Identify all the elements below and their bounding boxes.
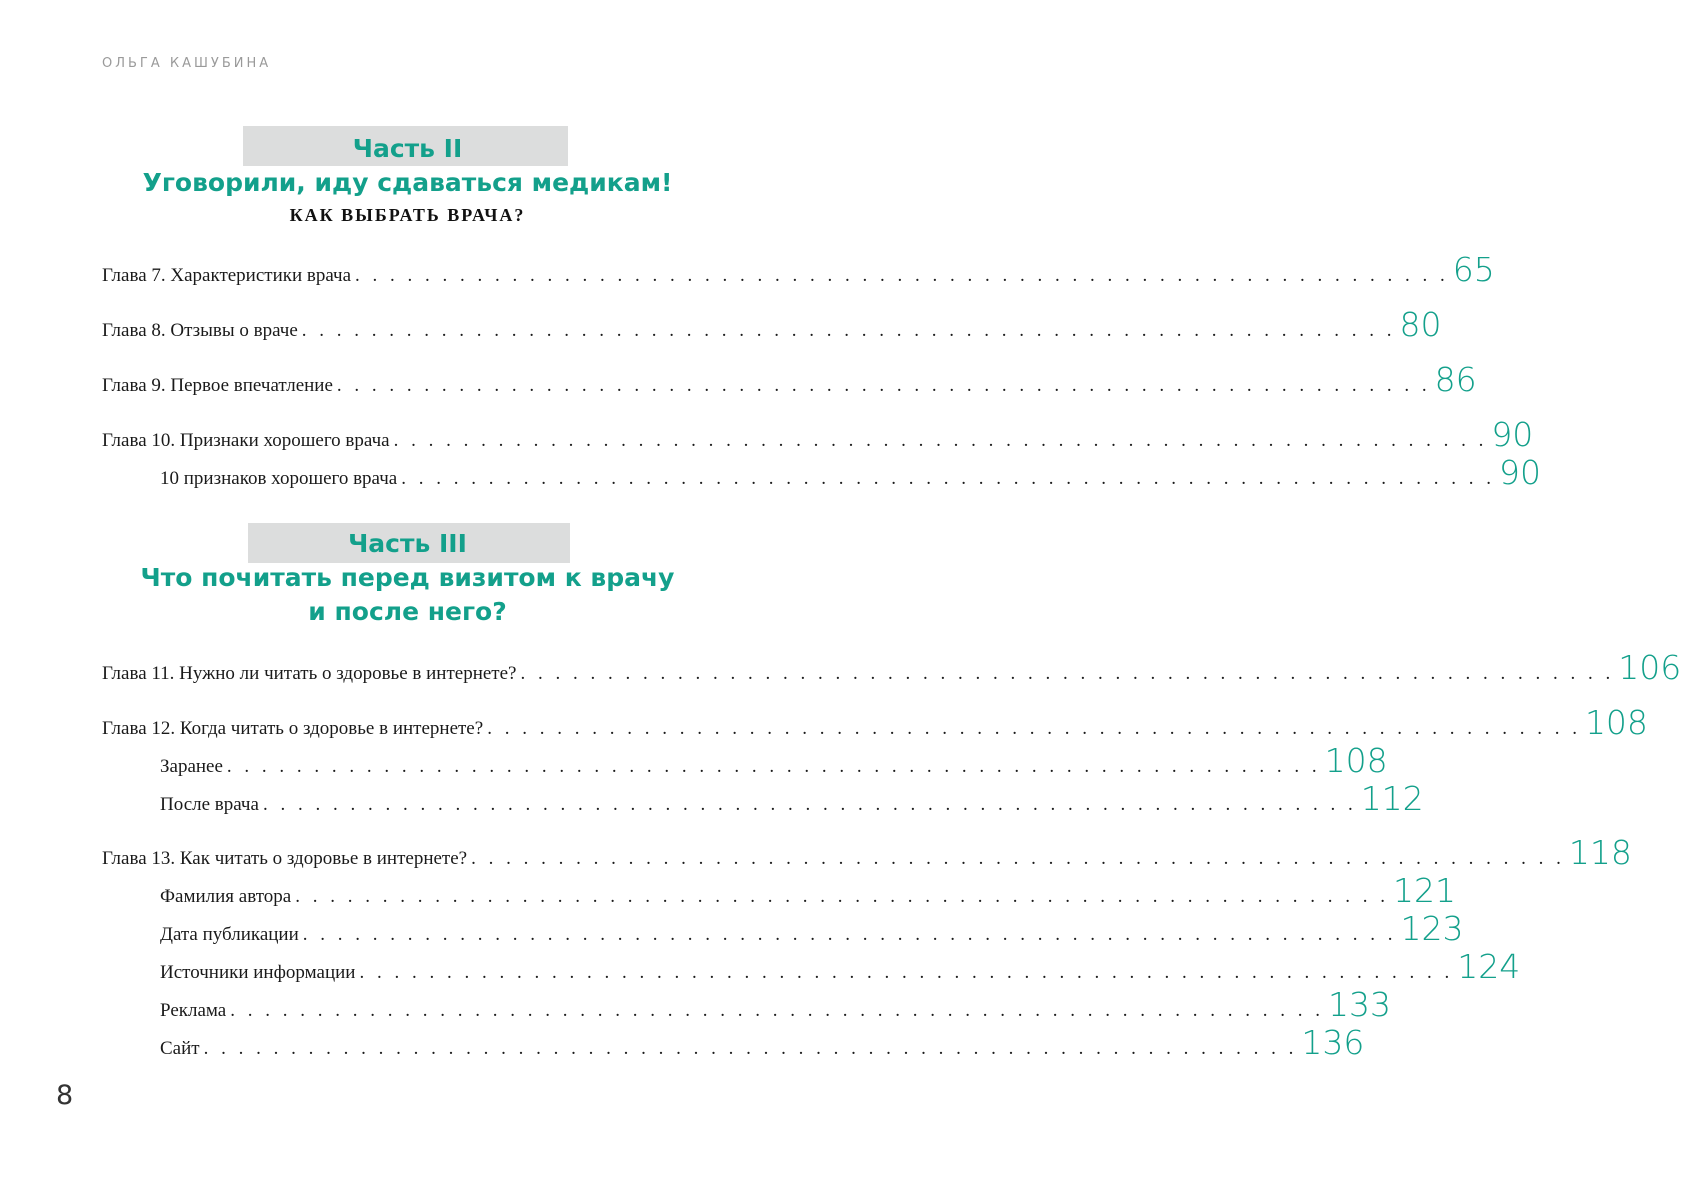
toc-entry-label: Глава 12. Когда читать о здоровье в интернете? <box>102 718 484 739</box>
toc-entry-page: 136 <box>1301 1023 1365 1062</box>
toc-entry-label: Реклама <box>160 1000 227 1021</box>
toc-entry-page: 123 <box>1400 909 1464 948</box>
toc-entry-page: 90 <box>1498 453 1541 492</box>
toc-entry-label: После врача <box>160 794 259 815</box>
toc-dot-leader: . . . . . . . . . . . . . . . . . . . . . . . . . . . . . . . . . . . . . . . . . . . . . . . . . . . . . . . . . . . . . . . <box>393 430 1488 451</box>
toc-subentry-website[interactable] <box>160 1023 1365 1062</box>
toc-entry-page: 108 <box>1324 741 1388 780</box>
toc-entry-label: 10 признаков хорошего врача <box>160 468 398 489</box>
toc-entry-label: Глава 13. Как читать о здоровье в интернете? <box>102 848 468 869</box>
toc-entry-label: Глава 7. Характеристики врача <box>102 265 352 286</box>
toc-entry-ch10[interactable] <box>102 415 1534 454</box>
toc-entry-label: Глава 9. Первое впечатление <box>102 375 333 396</box>
toc-dot-leader: . . . . . . . . . . . . . . . . . . . . . . . . . . . . . . . . . . . . . . . . . . . . . . . . . . . . . . . . . . . . . . . <box>295 886 1389 907</box>
toc-subentry-advertising[interactable] <box>160 985 1391 1024</box>
toc-entry-label: Дата публикации <box>160 924 299 945</box>
toc-entry-ch9[interactable] <box>102 360 1477 399</box>
part-3-heading <box>0 523 815 629</box>
toc-dot-leader: . . . . . . . . . . . . . . . . . . . . . . . . . . . . . . . . . . . . . . . . . . . . . . . . . . . . . . . . . . . . . . . <box>520 663 1615 684</box>
toc-entry-ch11[interactable] <box>102 648 1681 687</box>
part-3-title: Часть III <box>348 529 467 558</box>
toc-subentry-after-doctor[interactable] <box>160 779 1424 818</box>
toc-subentry-10-signs[interactable] <box>160 453 1541 492</box>
toc-entry-ch7[interactable] <box>102 250 1495 289</box>
page-number: 8 <box>56 1080 74 1111</box>
toc-subentry-author-surname[interactable] <box>160 871 1456 910</box>
toc-entry-page: 86 <box>1434 360 1477 399</box>
part-2-title: Часть II <box>352 134 463 163</box>
toc-entry-ch13[interactable] <box>102 833 1632 872</box>
toc-dot-leader: . . . . . . . . . . . . . . . . . . . . . . . . . . . . . . . . . . . . . . . . . . . . . . . . . . . . . . . . . . . . . . . <box>487 718 1581 739</box>
toc-entry-page: 124 <box>1457 947 1521 986</box>
toc-entry-label: Фамилия автора <box>160 886 292 907</box>
toc-entry-page: 112 <box>1360 779 1424 818</box>
toc-dot-leader: . . . . . . . . . . . . . . . . . . . . . . . . . . . . . . . . . . . . . . . . . . . . . . . . . . . . . . . . . . . . . . . <box>262 794 1357 815</box>
toc-entry-ch12[interactable] <box>102 703 1648 742</box>
part-2-subtitle: Уговорили, иду сдаваться медикам! <box>142 168 673 197</box>
toc-entry-page: 118 <box>1568 833 1632 872</box>
toc-dot-leader: . . . . . . . . . . . . . . . . . . . . . . . . . . . . . . . . . . . . . . . . . . . . . . . . . . . . . . . . . . . . . . . <box>203 1038 1298 1059</box>
toc-subentry-in-advance[interactable] <box>160 741 1388 780</box>
toc-entry-page: 121 <box>1392 871 1456 910</box>
toc-dot-leader: . . . . . . . . . . . . . . . . . . . . . . . . . . . . . . . . . . . . . . . . . . . . . . . . . . . . . . . . . . . . . . . <box>355 265 1449 286</box>
toc-entry-page: 80 <box>1399 305 1442 344</box>
toc-entry-label: Глава 11. Нужно ли читать о здоровье в интернете? <box>102 663 517 684</box>
toc-dot-leader: . . . . . . . . . . . . . . . . . . . . . . . . . . . . . . . . . . . . . . . . . . . . . . . . . . . . . . . . . . . . . . . <box>226 756 1321 777</box>
part-2-heading <box>0 126 815 230</box>
toc-dot-leader: . . . . . . . . . . . . . . . . . . . . . . . . . . . . . . . . . . . . . . . . . . . . . . . . . . . . . . . . . . . . . . . <box>230 1000 1324 1021</box>
toc-dot-leader: . . . . . . . . . . . . . . . . . . . . . . . . . . . . . . . . . . . . . . . . . . . . . . . . . . . . . . . . . . . . . . . <box>359 962 1454 983</box>
toc-entry-page: 106 <box>1618 648 1681 687</box>
toc-entry-label: Глава 8. Отзывы о враче <box>102 320 298 341</box>
toc-entry-page: 90 <box>1491 415 1534 454</box>
part-3-subtitle-line1: Что почитать перед визитом к врачу <box>140 563 675 592</box>
toc-entry-page: 108 <box>1584 703 1648 742</box>
toc-entry-label: Источники информации <box>160 962 356 983</box>
running-header-author: ОЛЬГА КАШУБИНА <box>102 56 272 71</box>
toc-entry-ch8[interactable] <box>102 305 1442 344</box>
toc-subentry-publication-date[interactable] <box>160 909 1464 948</box>
toc-dot-leader: . . . . . . . . . . . . . . . . . . . . . . . . . . . . . . . . . . . . . . . . . . . . . . . . . . . . . . . . . . . . . . . <box>302 924 1397 945</box>
toc-entry-page: 133 <box>1327 985 1391 1024</box>
toc-entry-page: 65 <box>1452 250 1495 289</box>
toc-entry-label: Сайт <box>160 1038 200 1059</box>
part-3-subtitle-line2: и после него? <box>308 597 507 626</box>
toc-dot-leader: . . . . . . . . . . . . . . . . . . . . . . . . . . . . . . . . . . . . . . . . . . . . . . . . . . . . . . . . . . . . . . . <box>336 375 1431 396</box>
toc-dot-leader: . . . . . . . . . . . . . . . . . . . . . . . . . . . . . . . . . . . . . . . . . . . . . . . . . . . . . . . . . . . . . . . <box>301 320 1396 341</box>
toc-entry-label: Глава 10. Признаки хорошего врача <box>102 430 390 451</box>
toc-dot-leader: . . . . . . . . . . . . . . . . . . . . . . . . . . . . . . . . . . . . . . . . . . . . . . . . . . . . . . . . . . . . . . . <box>471 848 1565 869</box>
toc-dot-leader: . . . . . . . . . . . . . . . . . . . . . . . . . . . . . . . . . . . . . . . . . . . . . . . . . . . . . . . . . . . . . . . <box>401 468 1495 489</box>
toc-subentry-information-sources[interactable] <box>160 947 1521 986</box>
toc-entry-label: Заранее <box>160 756 223 777</box>
part-2-question: КАК ВЫБРАТЬ ВРАЧА? <box>289 205 526 225</box>
